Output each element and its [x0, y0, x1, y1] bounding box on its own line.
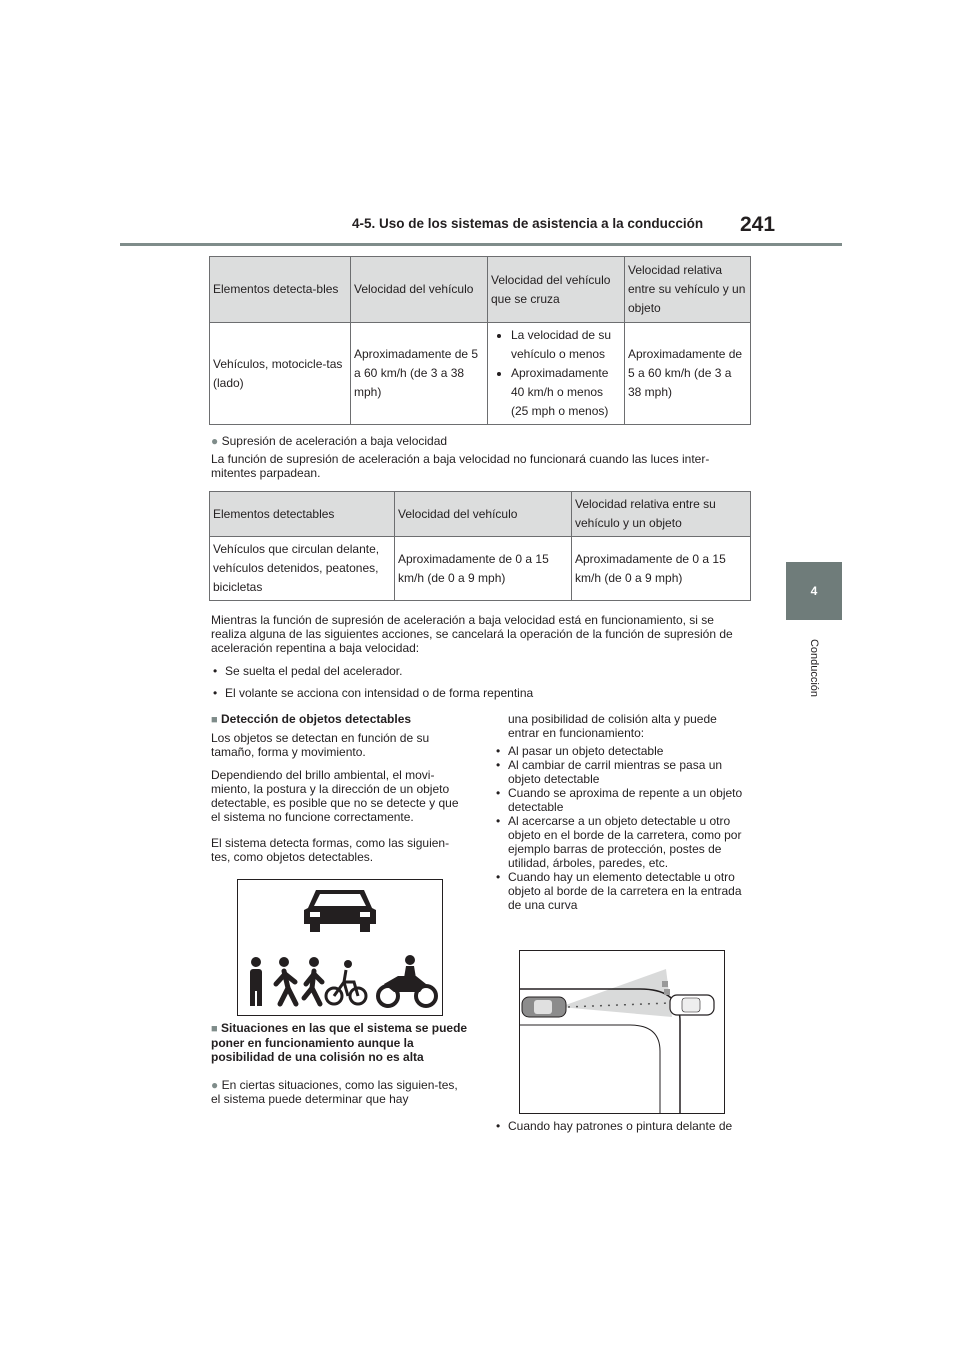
detection-heading — [211, 712, 471, 727]
pedestrian-icon — [250, 957, 262, 1006]
roadside-object — [662, 981, 668, 987]
bicycle-icon — [326, 960, 366, 1004]
detection-p1: Los objetos se detectan en función de su tamaño, forma y movimiento. — [211, 731, 430, 759]
situations-intro-cont: una posibilidad de colisión alta y puede entrar en funcionamiento: — [508, 712, 717, 740]
low-speed-heading — [211, 434, 751, 448]
road-edge-inner — [520, 1025, 660, 1113]
table-cell: Aproximadamente de 0 a 15 km/h (de 0 a 9 mph) — [395, 537, 572, 601]
situations-intro — [211, 1078, 467, 1106]
table-header: Velocidad relativa entre su vehículo y un objeto — [625, 257, 751, 323]
curve-illustration — [520, 951, 724, 1113]
list-item: • Al pasar un objeto detectable — [494, 744, 750, 758]
objects-illustration — [238, 880, 442, 1015]
cancel-list — [211, 664, 751, 700]
running-pedestrian-icon — [304, 957, 322, 1004]
detection-p3: El sistema detecta formas, como las siguien-tes, como objetos detectables. — [211, 836, 450, 864]
table-header: Elementos detectables — [210, 492, 395, 537]
situations-list-cont — [494, 1119, 750, 1133]
list-item: • Al cambiar de carril mientras se pasa un objeto detectable — [494, 758, 750, 786]
table-header: Velocidad del vehículo — [395, 492, 572, 537]
table-cell: Aproximadamente de 5 a 60 km/h (de 3 a 38 mph) — [625, 323, 751, 425]
page-number: 241 — [740, 213, 776, 236]
square-bullet-icon: ■ — [211, 714, 218, 726]
table-header: Velocidad del vehículo que se cruza — [488, 257, 625, 323]
list-item: • Aproximadamente 40 km/h o menos (25 mph o menos) — [511, 364, 621, 421]
table-cell — [488, 323, 625, 425]
table-header: Velocidad del vehículo — [351, 257, 488, 323]
situations-list — [494, 744, 750, 912]
list-item: • Cuando hay patrones o pintura delante de — [494, 1119, 750, 1133]
heading-text: Situaciones en las que el sistema se puede poner en funcionamiento aunque la posibilidad de una colisión no es alta — [211, 1021, 468, 1064]
radar-beam — [560, 969, 672, 1017]
situations-heading — [211, 1021, 471, 1064]
other-car-icon — [670, 995, 714, 1015]
heading-text: Supresión de aceleración a baja velocidad — [221, 434, 448, 448]
table-cell: Vehículos que circulan delante, vehículos detenidos, peatones, bicicletas — [210, 537, 395, 601]
curve-scenario-figure — [519, 950, 725, 1114]
intro-text: En ciertas situaciones, como las siguien-tes, el sistema puede determinar que hay — [211, 1078, 458, 1106]
section-title: 4-5. Uso de los sistemas de asistencia a la conducción — [352, 216, 704, 231]
walking-pedestrian-icon — [276, 957, 296, 1004]
list-item: • Al acercarse a un objeto detectable u otro objeto en el borde de la carretera, como por ejemplo barras de protección, postes de utilidad, árboles, paredes, etc. — [494, 814, 750, 870]
motorcycle-icon — [378, 955, 436, 1006]
own-car-icon — [522, 997, 566, 1017]
list-item: • Cuando hay un elemento detectable u otro objeto al borde de la carretera en la entrada de una curva — [494, 870, 750, 912]
circle-bullet-icon: ● — [211, 434, 219, 448]
low-speed-text: La función de supresión de aceleración a baja velocidad no funcionará cuando las luces inter-mitentes parpadean. — [211, 452, 710, 480]
detectable-objects-table-crossing — [209, 256, 751, 425]
roadside-object — [664, 989, 670, 995]
list-item: • El volante se acciona con intensidad o de forma repentina — [211, 686, 751, 700]
list-item: • La velocidad de su vehículo o menos — [511, 326, 621, 364]
detectable-objects-table-front — [209, 491, 751, 601]
table-cell: Aproximadamente de 5 a 60 km/h (de 3 a 38 mph) — [351, 323, 488, 425]
detection-p2: Dependiendo del brillo ambiental, el movi-miento, la postura y la dirección de un objeto detectable, es posible que no se detecte y que el sistema no funcione correctamente. — [211, 768, 459, 824]
chapter-label: Conducción — [808, 638, 820, 698]
table-header: Velocidad relativa entre su vehículo y un objeto — [572, 492, 751, 537]
table-cell: Aproximadamente de 0 a 15 km/h (de 0 a 9 mph) — [572, 537, 751, 601]
car-icon — [304, 890, 376, 932]
table-cell: Vehículos, motocicle-tas (lado) — [210, 323, 351, 425]
detectable-objects-figure — [237, 879, 443, 1016]
heading-text: Detección de objetos detectables — [221, 712, 412, 726]
chapter-tab: 4 — [786, 562, 842, 620]
header-rule — [120, 243, 842, 246]
list-item: • Cuando se aproxima de repente a un objeto detectable — [494, 786, 750, 814]
cancel-paragraph: Mientras la función de supresión de aceleración a baja velocidad está en funcionamiento, si se realiza alguna de las siguientes acciones, se cancelará la operación de la función de supresión de aceleración repentina a baja velocidad: — [211, 613, 733, 655]
square-bullet-icon: ■ — [211, 1023, 218, 1035]
table-header: Elementos detecta-bles — [210, 257, 351, 323]
circle-bullet-icon: ● — [211, 1078, 219, 1092]
list-item: • Se suelta el pedal del acelerador. — [211, 664, 751, 678]
